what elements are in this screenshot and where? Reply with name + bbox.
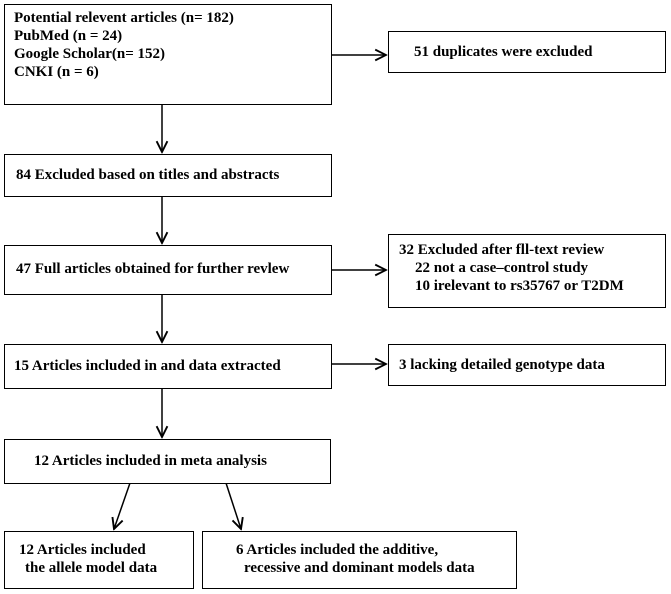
allele-model-line-1: 12 Articles included bbox=[19, 542, 146, 558]
arrow-meta-to-allele bbox=[114, 483, 130, 529]
excluded-fulltext-title: 32 Excluded after fll-text review bbox=[399, 242, 605, 258]
identified-line-4: CNKI (n = 6) bbox=[14, 64, 99, 80]
other-models-line-1: 6 Articles included the additive, bbox=[236, 542, 439, 558]
lacking-genotype-text: 3 lacking detailed genotype data bbox=[399, 357, 605, 373]
arrow-meta-to-other bbox=[226, 483, 241, 529]
excluded-reason-2: 10 irelevant to rs35767 or T2DM bbox=[415, 278, 624, 294]
identified-line-1: Potential relevent articles (n= 182) bbox=[14, 10, 234, 26]
excluded-reason-1: 22 not a case–control study bbox=[415, 260, 589, 276]
box-excluded-fulltext bbox=[388, 234, 666, 308]
box-identified-articles bbox=[4, 4, 332, 105]
box-included-extracted bbox=[4, 344, 332, 389]
box-additive-recessive-dominant bbox=[202, 531, 517, 589]
other-models-line-2: recessive and dominant models data bbox=[244, 560, 475, 576]
meta-analysis-text: 12 Articles included in meta analysis bbox=[34, 453, 267, 469]
box-allele-model bbox=[4, 531, 194, 589]
allele-model-line-2: the allele model data bbox=[25, 560, 158, 576]
identified-line-2: PubMed (n = 24) bbox=[14, 28, 123, 44]
box-meta-analysis bbox=[4, 439, 331, 484]
screening-text: 84 Excluded based on titles and abstracts bbox=[16, 167, 280, 183]
box-title-abstract-screening bbox=[4, 154, 332, 197]
box-duplicates-excluded bbox=[388, 31, 666, 73]
box-lacking-genotype bbox=[388, 344, 666, 386]
identified-line-3: Google Scholar(n= 152) bbox=[14, 46, 166, 62]
included-extracted-text: 15 Articles included in and data extracted bbox=[14, 358, 281, 374]
full-articles-text: 47 Full articles obtained for further revlew bbox=[16, 261, 290, 277]
box-full-articles bbox=[4, 245, 332, 295]
duplicates-text: 51 duplicates were excluded bbox=[414, 44, 593, 60]
